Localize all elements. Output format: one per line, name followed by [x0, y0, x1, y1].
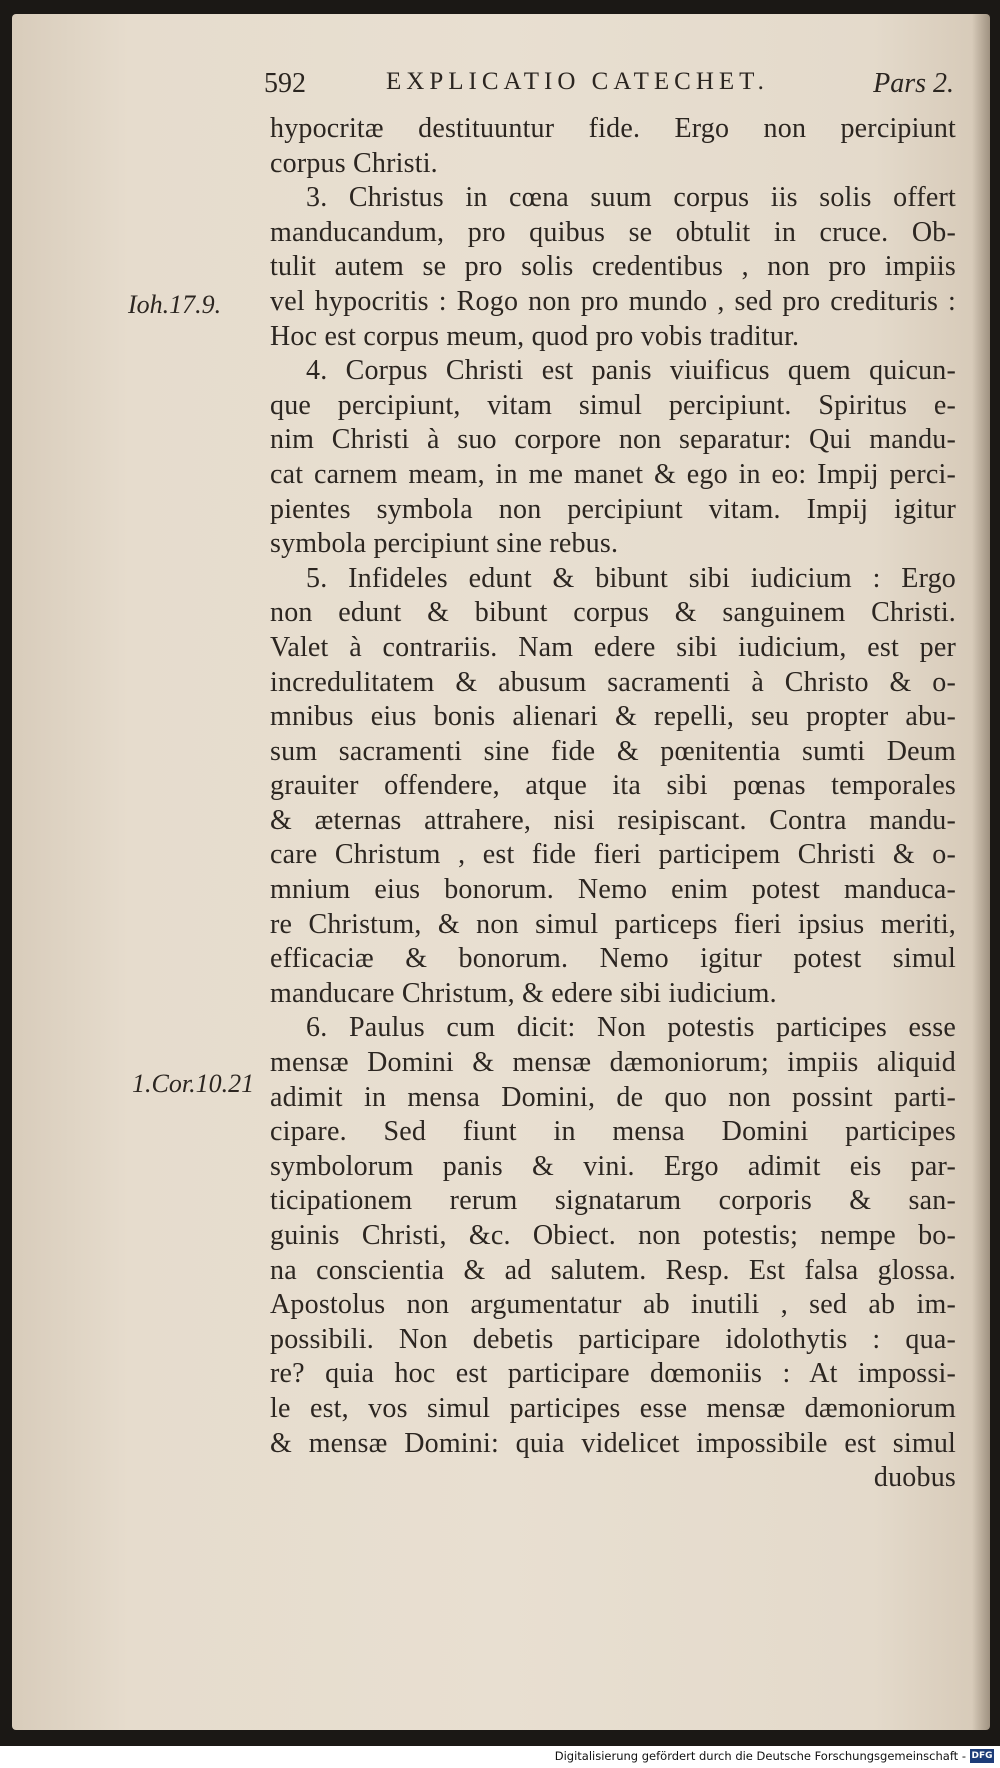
text-line: cat carnem meam, in me manet & ego in eo: Impij perci-	[270, 458, 956, 490]
text-line: sum sacramenti sine fide & pœnitentia sumti Deum	[270, 735, 956, 767]
text-line: care Christum , est fide fieri participem Christi & o-	[270, 839, 956, 871]
text-line: grauiter offendere, atque ita sibi pœnas temporales	[270, 770, 956, 802]
page-number: 592	[264, 68, 306, 99]
text-line: mensæ Domini & mensæ dæmoniorum; impiis aliquid	[270, 1047, 956, 1079]
text-line: mnium eius bonorum. Nemo enim potest manduca-	[270, 874, 956, 906]
text-line: mnibus eius bonis alienari & repelli, seu propter abu-	[270, 701, 956, 733]
text-line: incredulitatem & abusum sacramenti à Christo & o-	[270, 666, 956, 698]
text-line: Valet à contrariis. Nam edere sibi iudicium, est per	[270, 631, 956, 663]
funding-credit: Digitalisierung gefördert durch die Deutsche Forschungsgemeinschaft -	[554, 1749, 966, 1763]
catchword: duobus	[873, 1462, 956, 1494]
text-line: efficaciæ & bonorum. Nemo igitur potest simul	[270, 943, 956, 975]
text-line: nim Christi à suo corpore non separatur: Qui mandu-	[270, 424, 956, 456]
text-line: 5. Infideles edunt & bibunt sibi iudicium : Ergo	[306, 562, 956, 594]
text-line: que percipiunt, vitam simul percipiunt. Spiritus e-	[270, 389, 956, 421]
text-line: le est, vos simul participes esse mensæ dæmoniorum	[270, 1392, 956, 1424]
page-gutter-shadow	[972, 14, 990, 1730]
text-line: pientes symbola non percipiunt vitam. Impij igitur	[270, 493, 956, 525]
text-line: symbolorum panis & vini. Ergo adimit eis par-	[270, 1150, 956, 1182]
text-line: symbola percipiunt sine rebus.	[270, 528, 619, 560]
text-line: 4. Corpus Christi est panis viuificus quem quicun-	[306, 355, 956, 387]
dfg-logo-icon: DFG	[971, 1751, 993, 1761]
text-line: manducare Christum, & edere sibi iudicium.	[270, 977, 777, 1009]
text-line: adimit in mensa Domini, de quo non possint parti-	[270, 1081, 956, 1113]
margin-note: 1.Cor.10.21	[132, 1069, 255, 1098]
text-line: re? quia hoc est participare dœmoniis : At impossi-	[270, 1358, 956, 1390]
running-header	[264, 68, 954, 108]
text-line: hypocritæ destituuntur fide. Ergo non percipiunt	[270, 113, 956, 144]
text-line: manducandum, pro quibus se obtulit in cruce. Ob-	[270, 216, 956, 248]
body-text	[270, 112, 956, 1496]
text-line: & mensæ Domini: quia videlicet impossibile est simul	[270, 1427, 956, 1459]
part-label: Pars 2.	[873, 68, 954, 99]
text-line: na conscientia & ad salutem. Resp. Est falsa glossa.	[270, 1254, 956, 1286]
text-line: cipare. Sed fiunt in mensa Domini participes	[270, 1116, 956, 1148]
margin-note: Ioh.17.9.	[128, 290, 222, 319]
running-title: EXPLICATIO CATECHET.	[386, 68, 769, 95]
text-line: & æternas attrahere, nisi resipiscant. Contra mandu-	[270, 804, 956, 836]
text-line: ticipationem rerum signatarum corporis & san-	[270, 1185, 956, 1217]
text-line: Apostolus non argumentatur ab inutili , sed ab im-	[270, 1289, 956, 1321]
text-line: corpus Christi.	[270, 147, 438, 179]
text-line: vel hypocritis : Rogo non pro mundo , sed pro credituris :	[270, 285, 956, 317]
text-line: re Christum, & non simul particeps fieri ipsius meriti,	[270, 908, 956, 940]
text-line: 6. Paulus cum dicit: Non potestis participes esse	[306, 1012, 956, 1044]
text-line: guinis Christi, &c. Obiect. non potestis; nempe bo-	[270, 1220, 956, 1251]
text-line: tulit autem se pro solis credentibus , non pro impiis	[270, 251, 956, 283]
text-line: 3. Christus in cœna suum corpus iis solis offert	[306, 182, 956, 214]
text-line: possibili. Non debetis participare idolothytis : qua-	[270, 1323, 956, 1355]
text-line: Hoc est corpus meum, quod pro vobis traditur.	[270, 320, 800, 352]
text-line: non edunt & bibunt corpus & sanguinem Christi.	[270, 597, 956, 629]
